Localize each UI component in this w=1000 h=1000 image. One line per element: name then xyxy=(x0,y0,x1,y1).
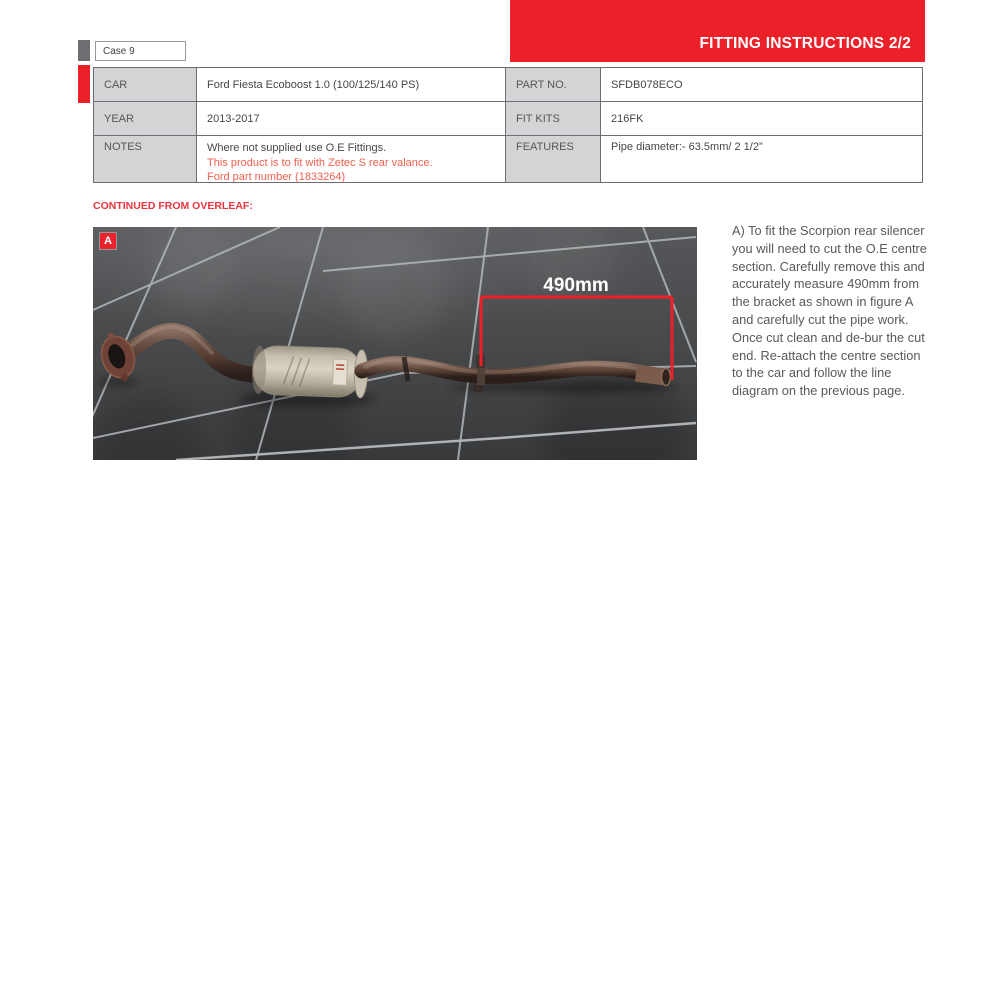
case-number-box xyxy=(95,41,186,61)
figure-a-badge: A xyxy=(100,233,116,249)
silencer-label xyxy=(333,359,348,385)
instructions-paragraph xyxy=(732,222,937,400)
exhaust-photo-illustration xyxy=(93,227,697,460)
exhaust-flange xyxy=(95,328,141,386)
part-no-header-cell: PART NO. xyxy=(506,68,601,102)
pipe-end-sleeve xyxy=(636,373,665,377)
fit-kits-value-cell: 216FK xyxy=(601,102,923,136)
title-banner xyxy=(510,0,925,62)
instructions-line: to the car and follow the line xyxy=(732,365,892,381)
notes-line-1: Where not supplied use O.E Fittings. xyxy=(207,142,387,154)
instructions-line: the bracket as shown in figure A xyxy=(732,294,914,310)
instructions-line: accurately measure 490mm from xyxy=(732,276,920,292)
features-value-cell: Pipe diameter:- 63.5mm/ 2 1/2” xyxy=(601,136,923,183)
page-title: FITTING INSTRUCTIONS 2/2 xyxy=(699,35,911,52)
instructions-line: Once cut clean and de-bur the cut xyxy=(732,329,925,345)
case-marker-gray xyxy=(78,40,90,61)
continued-from-overleaf-label: CONTINUED FROM OVERLEAF: xyxy=(93,200,253,212)
silencer xyxy=(251,345,368,398)
front-pipe xyxy=(128,327,256,375)
notes-header-cell: NOTES xyxy=(94,136,197,183)
car-header-cell: CAR xyxy=(94,68,197,102)
car-value-cell: Ford Fiesta Ecoboost 1.0 (100/125/140 PS) xyxy=(197,68,506,102)
part-no-value-cell: SFDB078ECO xyxy=(601,68,923,102)
fit-kits-header-cell: FIT KITS xyxy=(506,102,601,136)
figure-a-photo xyxy=(93,227,697,460)
case-number-label: Case 9 xyxy=(103,45,135,57)
pipe-end-opening xyxy=(662,369,671,386)
spec-table xyxy=(93,67,923,183)
instructions-line: A) To fit the Scorpion rear silencer xyxy=(732,223,925,238)
case-marker-red xyxy=(78,65,90,103)
instructions-line: you will need to cut the O.E centre xyxy=(732,240,927,256)
year-header-cell: YEAR xyxy=(94,102,197,136)
measurement-label: 490mm xyxy=(543,275,609,296)
notes-line-2: This product is to fit with Zetec S rear valance. xyxy=(207,156,433,169)
features-header-cell: FEATURES xyxy=(506,136,601,183)
instructions-line: and carefully cut the pipe work. xyxy=(732,311,909,327)
instructions-line: end. Re-attach the centre section xyxy=(732,347,921,363)
instructions-line: section. Carefully remove this and xyxy=(732,258,925,274)
instructions-line: diagram on the previous page. xyxy=(732,383,905,399)
notes-value-cell xyxy=(197,136,506,183)
year-value-cell: 2013-2017 xyxy=(197,102,506,136)
notes-line-3: Ford part number (1833264) xyxy=(207,171,346,183)
